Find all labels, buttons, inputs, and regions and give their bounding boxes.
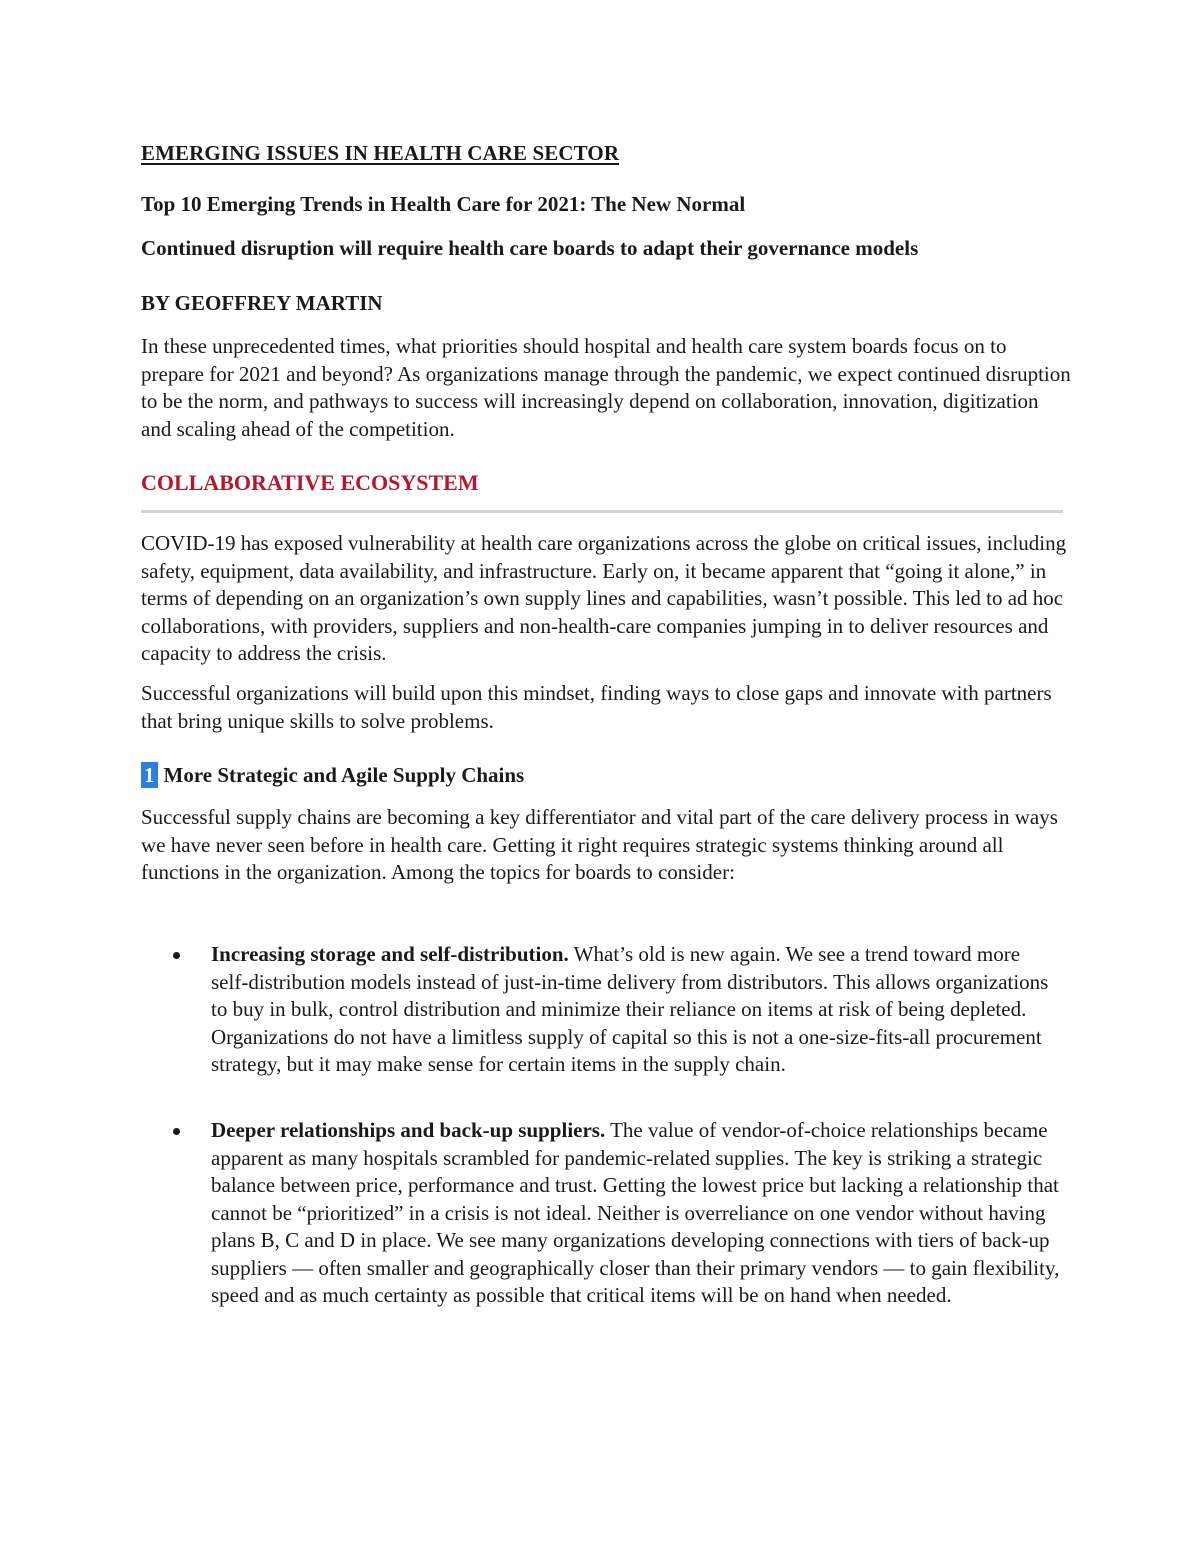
bullet-dot-icon [173,1128,180,1135]
bullet-dot-icon [173,952,180,959]
bullet-lead: Deeper relationships and back-up suppliers. [211,1118,606,1142]
covid-paragraph: COVID-19 has exposed vulnerability at health care organizations across the globe on critical issues, including safety, equipment, data availability, and infrastructure. Early on, it became apparent that “going it alone,” in terms of depending on an organization’s own supply lines and capabilities, wasn’t possible. This led to ad hoc collaborations, with providers, suppliers and non-health-care companies jumping in to deliver resources and capacity to address the crisis. [141,531,1067,665]
bullet-lead: Increasing storage and self-distribution. [211,942,569,966]
supply-chain-paragraph: Successful supply chains are becoming a key differentiator and vital part of the care delivery process in ways we have never seen before in health care. Getting it right requires strategic systems thinking around all functions in the organization. Among the topics for boards to consider: [141,805,1058,884]
successful-organizations-paragraph: Successful organizations will build upon this mindset, finding ways to close gaps and innovate with partners that bring unique skills to solve problems. [141,681,1052,733]
bullet-list [141,1117,1071,1310]
bullet-text: What’s old is new again. We see a trend toward more self-distribution models instead of just-in-time delivery from distributors. This allows organizations to buy in bulk, control distribution and minimize their reliance on items at risk of being depleted. Organizations do not have a limitless supply of capital so this is not a one-size-fits-all procurement strategy, but it may make sense for certain items in the supply chain. [211,942,1049,1076]
section-divider [141,510,1063,513]
document-title: EMERGING ISSUES IN HEALTH CARE SECTOR [141,141,620,165]
section-heading: COLLABORATIVE ECOSYSTEM [141,470,479,495]
bullet-list [141,941,1071,1079]
list-item [141,1117,1061,1310]
subtitle-governance: Continued disruption will require health care boards to adapt their governance models [141,236,919,260]
trend-heading [141,762,524,788]
list-item [141,941,1061,1079]
subtitle-trends: Top 10 Emerging Trends in Health Care for 2021: The New Normal [141,192,746,216]
author-byline: BY GEOFFREY MARTIN [141,291,383,315]
bullet-text: The value of vendor-of-choice relationships became apparent as many hospitals scrambled for pandemic-related supplies. The key is striking a strategic balance between price, performance and trust. Getting the lowest price but lacking a relationship that cannot be “prioritized” in a crisis is not ideal. Neither is overreliance on one vendor without having plans B, C and D in place. We see many organizations developing connections with tiers of back-up suppliers — often smaller and geographically closer than their primary vendors — to gain flexibility, speed and as much certainty as possible that critical items will be on hand when needed. [211,1118,1060,1307]
trend-title: More Strategic and Agile Supply Chains [163,763,525,787]
trend-number-highlight[interactable]: 1 [141,762,158,788]
intro-paragraph: In these unprecedented times, what priorities should hospital and health care system boards focus on to prepare for 2021 and beyond? As organizations manage through the pandemic, we expect continued disruption to be the norm, and pathways to success will increasingly depend on collaboration, innovation, digitization and scaling ahead of the competition. [141,334,1071,441]
